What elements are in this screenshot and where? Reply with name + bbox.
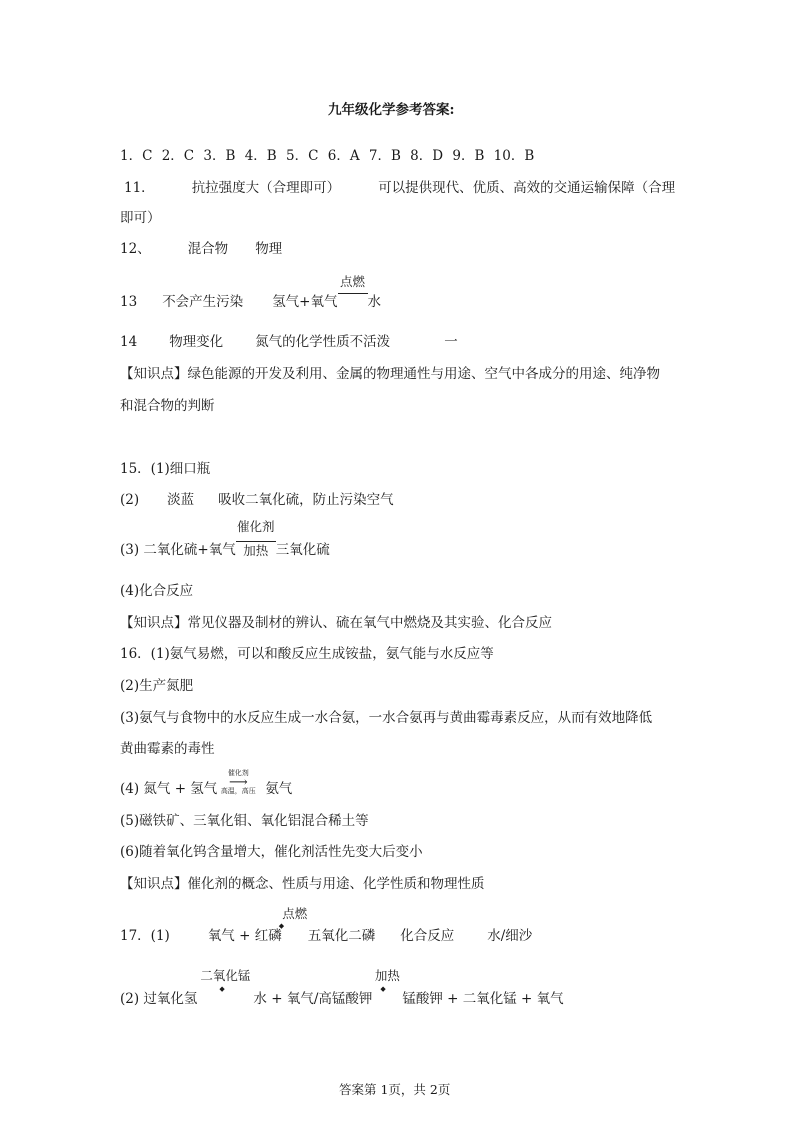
answers-1-10: 1．C 2．C 3．B 4．B 5．C 6．A 7．B 8．D 9．B 10．B <box>120 148 535 164</box>
answer-15-4: (4)化合反应 <box>120 583 194 599</box>
question-number: 13 <box>120 294 138 310</box>
equation-products: 三氧化硫 <box>275 542 330 558</box>
question-number: 17．(1) <box>120 928 170 944</box>
answer-11-continued: 即可） <box>120 210 161 226</box>
question-number: 14 <box>120 334 138 350</box>
reaction-condition <box>217 769 259 795</box>
equation-products: 水 <box>367 294 381 310</box>
page-footer: 答案第 1页，共 2页 <box>339 1082 451 1097</box>
answer-15-2 <box>120 491 394 509</box>
equation-products: 五氧化二磷 <box>307 928 376 944</box>
knowledge-point-3: 【知识点】催化剂的概念、性质与用途、化学性质和物理性质 <box>120 876 485 892</box>
knowledge-point-2: 【知识点】常见仪器及制材的辨认、硫在氧气中燃烧及其实验、化合反应 <box>120 615 552 631</box>
answer-blank: 淡蓝 <box>167 492 195 508</box>
equation-reactants: 氢气+氧气 <box>272 294 338 310</box>
question-number: 12、 <box>120 241 151 257</box>
answer-blank: 物理变化 <box>169 334 224 350</box>
condition-text: 催化剂 <box>236 519 275 534</box>
answer-blank: 物理 <box>255 241 283 257</box>
reaction-condition <box>372 968 402 1003</box>
question-number: (2) <box>120 492 140 508</box>
condition-text: 催化剂 <box>227 769 249 777</box>
answer-15-1: 15．(1)细口瓶 <box>120 461 211 477</box>
page-title: 九年级化学参考答案: <box>328 102 455 118</box>
equation-bar <box>338 293 368 294</box>
answer-14 <box>120 333 458 351</box>
answer-16-5: (5)磁铁矿、三氧化钼、氧化铝混合稀土等 <box>120 813 369 829</box>
condition-text: 二氧化锰 <box>200 968 251 983</box>
question-number: 11． <box>124 180 155 196</box>
answer-11 <box>124 179 675 197</box>
answer-16-3-continued: 黄曲霉素的毒性 <box>120 741 215 757</box>
answer-16-2: (2)生产氮肥 <box>120 678 194 694</box>
dot-icon: ◆ <box>219 985 225 993</box>
condition-text: 点燃 <box>282 906 308 921</box>
answer-16-1: 16．(1)氨气易燃，可以和酸反应生成铵盐，氨气能与水反应等 <box>120 646 494 662</box>
equation-products: 锰酸钾 + 二氧化锰 + 氧气 <box>402 991 564 1007</box>
reaction-condition <box>278 906 308 940</box>
answer-17-1 <box>120 906 533 945</box>
reaction-condition <box>338 274 368 306</box>
equation-reactants: (4) 氮气 + 氢气 <box>120 781 218 797</box>
answer-blank: 化合反应 <box>400 928 455 944</box>
answer-16-3: (3)氨气与食物中的水反应生成一水合氨，一水合氨再与黄曲霉毒素反应，从而有效地降低 <box>120 710 653 726</box>
condition-text: 高温，高压 <box>220 787 256 795</box>
answer-15-3 <box>120 519 330 559</box>
answer-blank: 混合物 <box>187 241 229 257</box>
answer-blank: 吸收二氧化硫，防止污染空气 <box>218 492 394 508</box>
reaction-condition <box>197 968 253 1003</box>
answer-blank: 氮气的化学性质不活泼 <box>255 334 391 350</box>
knowledge-point-1: 【知识点】绿色能源的开发及利用、金属的物理通性与用途、空气中各成分的用途、纯净物 <box>120 366 660 382</box>
arrow-icon: ⟶ <box>228 775 248 790</box>
equation-products: 水 + 氧气/高锰酸钾 <box>253 991 373 1007</box>
answer-12 <box>120 240 282 258</box>
knowledge-point-1-continued: 和混合物的判断 <box>120 398 215 414</box>
answer-blank: 一 <box>444 334 458 350</box>
condition-text: 加热 <box>243 543 269 558</box>
answer-16-4 <box>120 769 293 798</box>
condition-text: 点燃 <box>339 274 365 289</box>
dot-icon: ◆ <box>380 985 386 993</box>
answer-13 <box>120 274 381 311</box>
equation-reactants: 氧气 + 红磷 <box>207 928 282 944</box>
equation-reactants: (3) 二氧化硫+氧气 <box>120 542 236 558</box>
answer-16-6: (6)随着氧化钨含量增大，催化剂活性先变大后变小 <box>120 844 423 860</box>
answer-blank: 抗拉强度大（合理即可） <box>191 180 341 196</box>
answer-17-2 <box>120 968 564 1008</box>
equation-bar <box>236 541 276 542</box>
equation-products: 氨气 <box>265 781 293 797</box>
equation-reactants: (2) 过氧化氢 <box>120 991 198 1007</box>
answer-blank: 不会产生污染 <box>162 294 244 310</box>
reaction-condition <box>236 519 276 558</box>
answer-blank: 水/细沙 <box>487 928 533 944</box>
answer-blank: 可以提供现代、优质、高效的交通运输保障（合理 <box>378 180 676 196</box>
dot-icon: ◆ <box>278 922 285 930</box>
condition-text: 加热 <box>374 968 400 983</box>
